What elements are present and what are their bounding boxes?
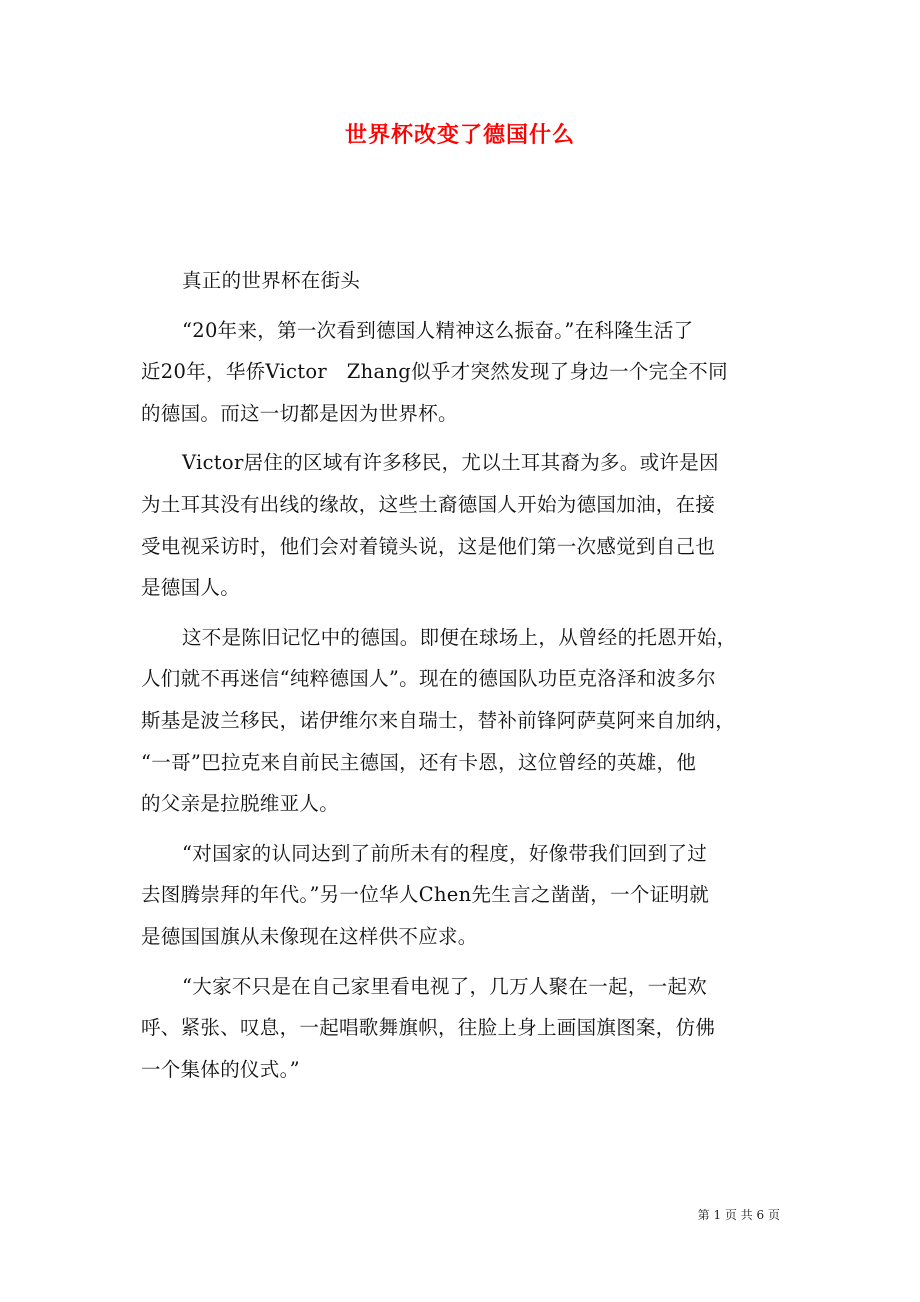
paragraph-line: 斯基是波兰移民，诺伊维尔来自瑞士，替补前锋阿萨莫阿来自加纳，: [141, 708, 736, 732]
paragraph-line: 这不是陈旧记忆中的德国。即便在球场上，从曾经的托恩开始，: [182, 625, 737, 649]
document-title: 世界杯改变了德国什么: [344, 122, 575, 148]
paragraph-line: 的德国。而这一切都是因为世界杯。: [141, 401, 458, 425]
paragraph-line: 真正的世界杯在街头: [182, 269, 361, 292]
paragraph-4: [141, 617, 781, 825]
paragraph-2: [141, 310, 781, 435]
paragraph-line: 为土耳其没有出线的缘故，这些土裔德国人开始为德国加油，在接: [141, 492, 716, 516]
paragraph-line: “大家不只是在自己家里看电视了，几万人聚在一起，一起欢: [182, 974, 708, 998]
paragraph-line: 人们就不再迷信“纯粹德国人”。现在的德国队功臣克洛泽和波多尔: [141, 667, 716, 691]
paragraph-line: 的父亲是拉脱维亚人。: [141, 792, 340, 816]
paragraph-line: 呼、紧张、叹息，一起唱歌舞旗帜，往脸上身上画国旗图案，仿佛: [141, 1016, 716, 1040]
paragraph-line: 去图腾崇拜的年代。”另一位华人Chen先生言之凿凿，一个证明就: [141, 883, 710, 907]
document-body: [141, 260, 781, 1098]
paragraph-line: Victor居住的区域有许多移民，尤以土耳其裔为多。或许是因: [182, 451, 719, 475]
paragraph-5: [141, 833, 781, 958]
page-number-footer: 第 1 页 共 6 页: [697, 1208, 780, 1222]
paragraph-3: [141, 442, 781, 608]
paragraph-line: 一个集体的仪式。”: [141, 1057, 300, 1081]
paragraph-line: “一哥”巴拉克来自前民主德国，还有卡恩，这位曾经的英雄，他: [141, 750, 697, 774]
paragraph-line: 是德国国旗从未像现在这样供不应求。: [141, 924, 478, 948]
paragraph-line: “对国家的认同达到了前所未有的程度，好像带我们回到了过: [182, 841, 708, 865]
paragraph-line: 受电视采访时，他们会对着镜头说，这是他们第一次感觉到自己也: [141, 534, 716, 558]
paragraph-1: [141, 260, 781, 302]
paragraph-line: “20年来，第一次看到德国人精神这么振奋。”在科隆生活了: [182, 318, 694, 342]
paragraph-line: 是德国人。: [141, 576, 241, 600]
paragraph-6: [141, 966, 781, 1091]
paragraph-line: 近20年，华侨Victor Zhang似乎才突然发现了身边一个完全不同: [141, 360, 728, 384]
